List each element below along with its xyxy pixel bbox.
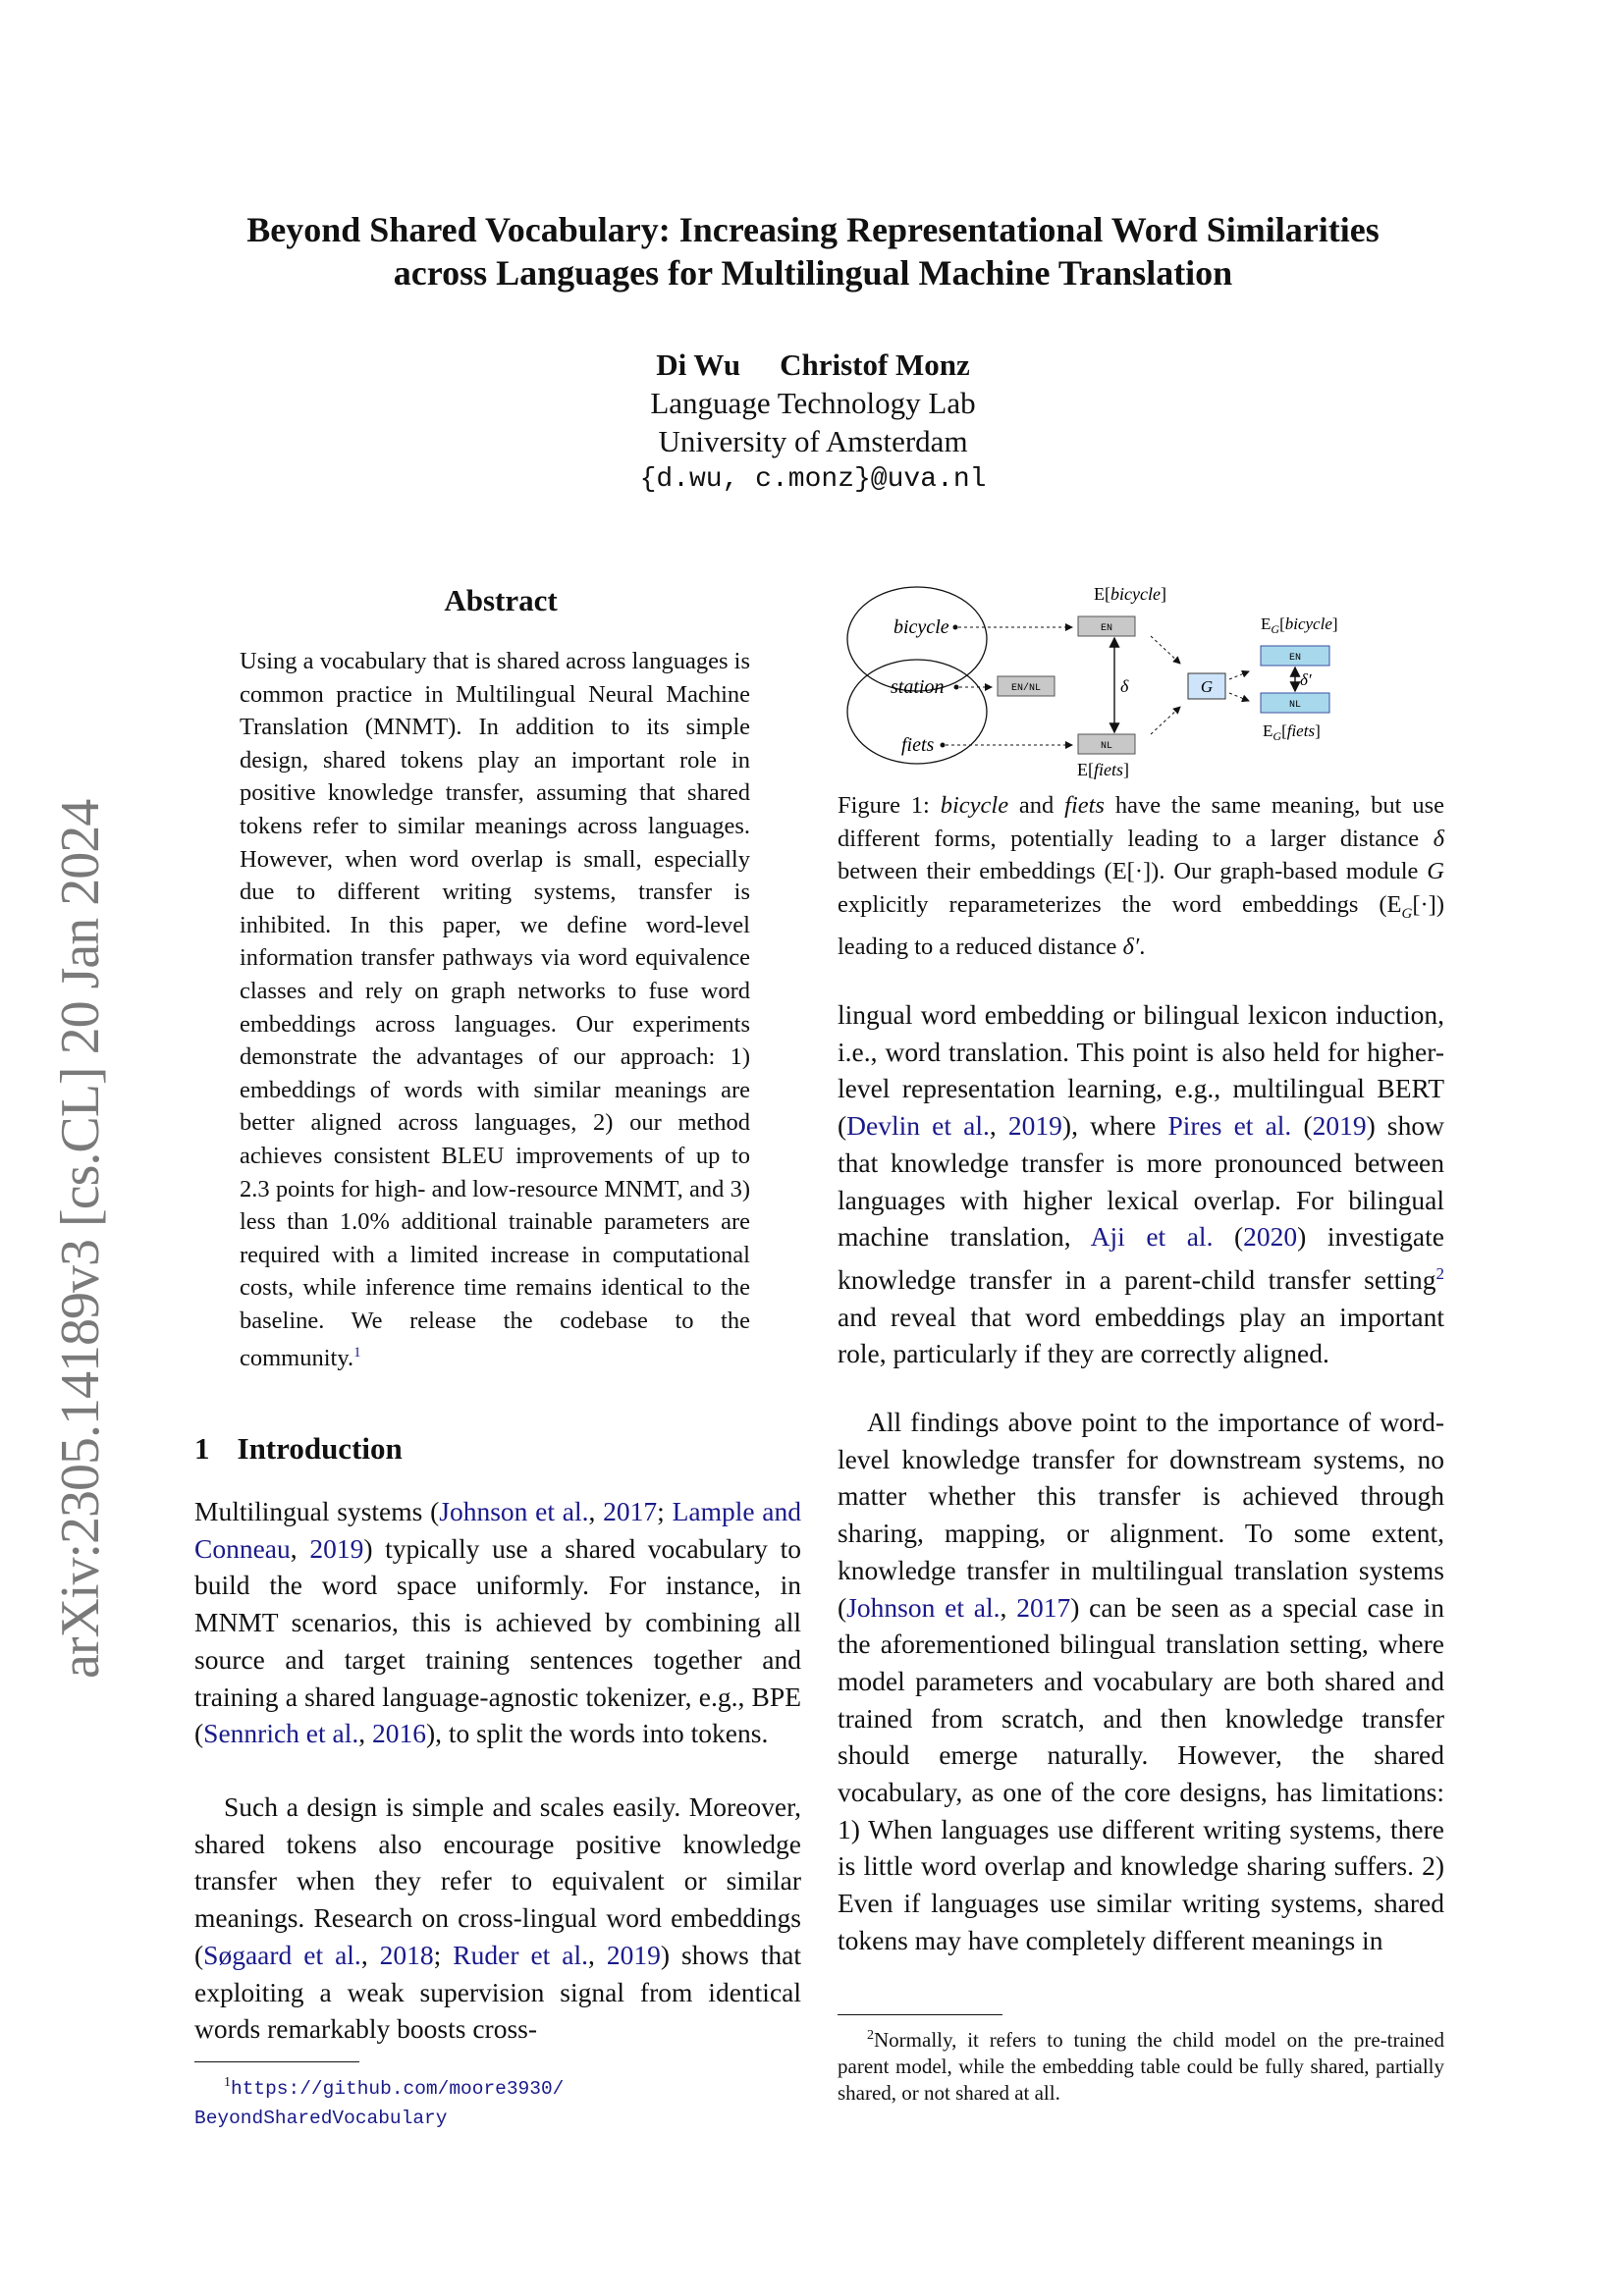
section-heading-introduction xyxy=(194,1431,403,1467)
text: G xyxy=(1401,905,1413,922)
text: and xyxy=(1008,792,1065,819)
delta-prime-symbol: δ′ xyxy=(1300,670,1312,689)
citation-link[interactable]: Sennrich et al. xyxy=(203,1718,359,1749)
abstract-body xyxy=(240,645,750,1375)
text: , xyxy=(358,1718,372,1749)
label-eg-bicycle: $E_G[bicycle]$ xyxy=(1261,614,1338,636)
word-fiets: fiets xyxy=(901,734,935,756)
abstract-heading: Abstract xyxy=(444,583,558,617)
arxiv-identifier-stamp: arXiv:2305.14189v3 [cs.CL] 20 Jan 2024 xyxy=(50,799,111,1679)
label-eg-fiets: $E_G[fiets]$ xyxy=(1263,721,1321,743)
paper-title xyxy=(147,208,1479,294)
text: and reveal that word embeddings play an important role, particularly if they are correctly aligned. xyxy=(838,1301,1444,1369)
affiliation-lab: Language Technology Lab xyxy=(650,386,976,420)
citation-year-link[interactable]: 2018 xyxy=(379,1939,434,1970)
figure-1-caption xyxy=(838,789,1444,964)
intro-paragraph-2 xyxy=(194,1789,801,2048)
text: , xyxy=(588,1939,607,1970)
text: , xyxy=(1000,1591,1017,1623)
footnote-2 xyxy=(838,2022,1444,2107)
citation-link[interactable]: Devlin et al. xyxy=(846,1110,990,1142)
text: ), where xyxy=(1061,1110,1168,1142)
label-e-fiets: E[fiets] xyxy=(1077,760,1129,779)
text: [·]) leading to a reduced distance xyxy=(838,890,1444,961)
text: bicycle xyxy=(940,792,1009,819)
text: , xyxy=(588,1496,604,1526)
text: , xyxy=(290,1532,310,1564)
affiliation-university: University of Amsterdam xyxy=(658,424,968,458)
text: δ xyxy=(1433,825,1444,852)
url-part[interactable]: https://github.com/moore3930/ xyxy=(231,2078,565,2100)
text: fiets xyxy=(1064,792,1105,819)
delta-symbol: δ xyxy=(1120,676,1129,696)
graph-module-label: G xyxy=(1200,677,1214,696)
repository-url-link[interactable] xyxy=(194,2078,564,2129)
footnote-mark: 2 xyxy=(867,2028,874,2043)
text: Figure 1: xyxy=(838,792,941,819)
intro-paragraph-1 xyxy=(194,1493,801,1752)
box-label-en: EN xyxy=(1288,653,1302,664)
citation-year-link[interactable]: 2017 xyxy=(603,1496,658,1526)
text: Such a design is simple and scales easily. Moreover, shared tokens also encourage positive knowledge transfer when they refer to equivalent or similar meanings. Research on cross-lingual word embeddings ( xyxy=(194,1791,801,1970)
text: ( xyxy=(1291,1110,1313,1142)
text: have the same meaning, but use different forms, potentially leading to a larger distance xyxy=(838,792,1444,852)
box-label-nl: NL xyxy=(1100,741,1113,752)
citation-link[interactable]: Johnson et al. xyxy=(439,1496,589,1526)
footnote-1 xyxy=(194,2069,801,2132)
citation-link[interactable]: Lample and Conneau xyxy=(194,1496,802,1564)
text: ) shows that exploiting a weak supervision signal from identical words remarkably boosts cross- xyxy=(194,1939,802,2045)
text: explicitly reparameterizes the word embeddings (E xyxy=(838,890,1402,918)
section-number: 1 xyxy=(194,1431,210,1466)
author-names xyxy=(393,346,1233,384)
footnote-ref-1[interactable]: 1 xyxy=(353,1345,361,1362)
citation-link[interactable]: Aji et al. xyxy=(1090,1221,1214,1253)
citation-year-link[interactable]: 2019 xyxy=(1312,1110,1367,1142)
text: between their embeddings (E[·]). Our graph-based module xyxy=(838,858,1428,885)
text: , xyxy=(989,1110,1008,1142)
right-paragraph-1 xyxy=(838,996,1444,1372)
footnote-divider xyxy=(838,2014,1002,2015)
text: . xyxy=(1139,934,1146,961)
text: ) investigate knowledge transfer in a parent-child transfer setting xyxy=(838,1221,1444,1296)
text: ; xyxy=(433,1939,454,1970)
text: ), to split the words into tokens. xyxy=(426,1718,769,1749)
abstract-text: Using a vocabulary that is shared across languages is common practice in Multilingual Neural Machine Translation (MNMT). In addition to its simple design, shared tokens play an important role in positive knowledge transfer, assuming that shared tokens refer to similar meanings across languages. However, when word overlap is small, especially due to different writing systems, transfer is inhibited. In this paper, we define word-level information transfer pathways via word equivalence classes and rely on graph networks to fuse word embeddings across languages. Our experiments demonstrate the advantages of our approach: 1) embeddings of words with similar meanings are better aligned across languages, 2) our method achieves consistent BLEU improvements of up to 2.3 points for high- and low-resource MNMT, and 3) less than 1.0% additional trainable parameters are required with a limited increase in computational costs, while inference time remains identical to the baseline. We release the codebase to the community. xyxy=(240,648,750,1372)
section-title: Introduction xyxy=(237,1431,403,1466)
text: ) typically use a shared vocabulary to build the word space uniformly. For instance, in MNMT scenarios, this is achieved by combining all source and target training sentences together and training a shared language-agnostic tokenizer, e.g., BPE ( xyxy=(194,1532,801,1749)
footnote-divider xyxy=(194,2061,359,2062)
word-bicycle: bicycle xyxy=(893,616,949,638)
text: Multilingual systems ( xyxy=(194,1496,440,1526)
text: ) show that knowledge transfer is more pronounced between languages with higher lexical overlap. For bilingual machine translation, xyxy=(838,1110,1444,1253)
url-part[interactable]: BeyondSharedVocabulary xyxy=(194,2108,448,2129)
text: δ′ xyxy=(1122,934,1140,961)
text: lingual word embedding or bilingual lexicon induction, i.e., word translation. This point is also held for higher-level representation learning, e.g., multilingual BERT ( xyxy=(838,999,1444,1142)
box-label-en: EN xyxy=(1100,623,1113,634)
citation-year-link[interactable]: 2019 xyxy=(606,1939,661,1970)
citation-year-link[interactable]: 2016 xyxy=(372,1718,426,1749)
footnote-text: Normally, it refers to tuning the child model on the pre-trained parent model, while the embedding table could be fully shared, partially shared, or not shared at all. xyxy=(838,2028,1444,2105)
right-paragraph-2 xyxy=(838,1404,1444,1959)
citation-link[interactable]: Søgaard et al. xyxy=(203,1939,361,1970)
text: All findings above point to the importance of word-level knowledge transfer for downstream systems, no matter whether this transfer is achieved through sharing, mapping, or alignment. To some extent, knowledge transfer in multilingual translation systems ( xyxy=(838,1407,1444,1623)
citation-link[interactable]: Ruder et al. xyxy=(453,1939,589,1970)
box-label-nl: NL xyxy=(1288,700,1302,711)
footnote-mark: 1 xyxy=(224,2075,231,2090)
citation-year-link[interactable]: 2019 xyxy=(309,1532,364,1564)
citation-year-link[interactable]: 2019 xyxy=(1007,1110,1062,1142)
author-email: {d.wu, c.monz}@uva.nl xyxy=(639,464,987,495)
text: G xyxy=(1427,858,1444,885)
text: ) can be seen as a special case in the aforementioned bilingual translation setting, where model parameters and vocabulary are both shared and trained from scratch, and then knowledge transfer should emerge naturally. However, the shared vocabulary, as one of the core designs, has limitations: 1) When languages use different writing systems, there is little word overlap and knowledge sharing suffers. 2) Even if languages use similar writing systems, shared tokens may have completely different meanings in xyxy=(838,1591,1444,1955)
label-e-bicycle: E[bicycle] xyxy=(1094,584,1166,604)
text: ; xyxy=(657,1496,673,1526)
citation-link[interactable]: Johnson et al. xyxy=(846,1591,1001,1623)
text: , xyxy=(360,1939,380,1970)
footnote-ref-2[interactable]: 2 xyxy=(1435,1263,1444,1283)
title-line-1: Beyond Shared Vocabulary: Increasing Representational Word Similarities xyxy=(246,210,1380,249)
text: ( xyxy=(1213,1221,1244,1253)
citation-year-link[interactable]: 2017 xyxy=(1016,1591,1071,1623)
citation-year-link[interactable]: 2020 xyxy=(1243,1221,1298,1253)
author-2: Christof Monz xyxy=(780,347,970,382)
box-label-en-nl: EN/NL xyxy=(1010,683,1042,694)
citation-link[interactable]: Pires et al. xyxy=(1167,1110,1292,1142)
figure-1-diagram xyxy=(837,577,1445,788)
author-block xyxy=(393,346,1233,499)
title-line-2: across Languages for Multilingual Machine Translation xyxy=(393,253,1233,293)
word-station: station xyxy=(891,676,945,698)
author-1: Di Wu xyxy=(656,347,741,382)
